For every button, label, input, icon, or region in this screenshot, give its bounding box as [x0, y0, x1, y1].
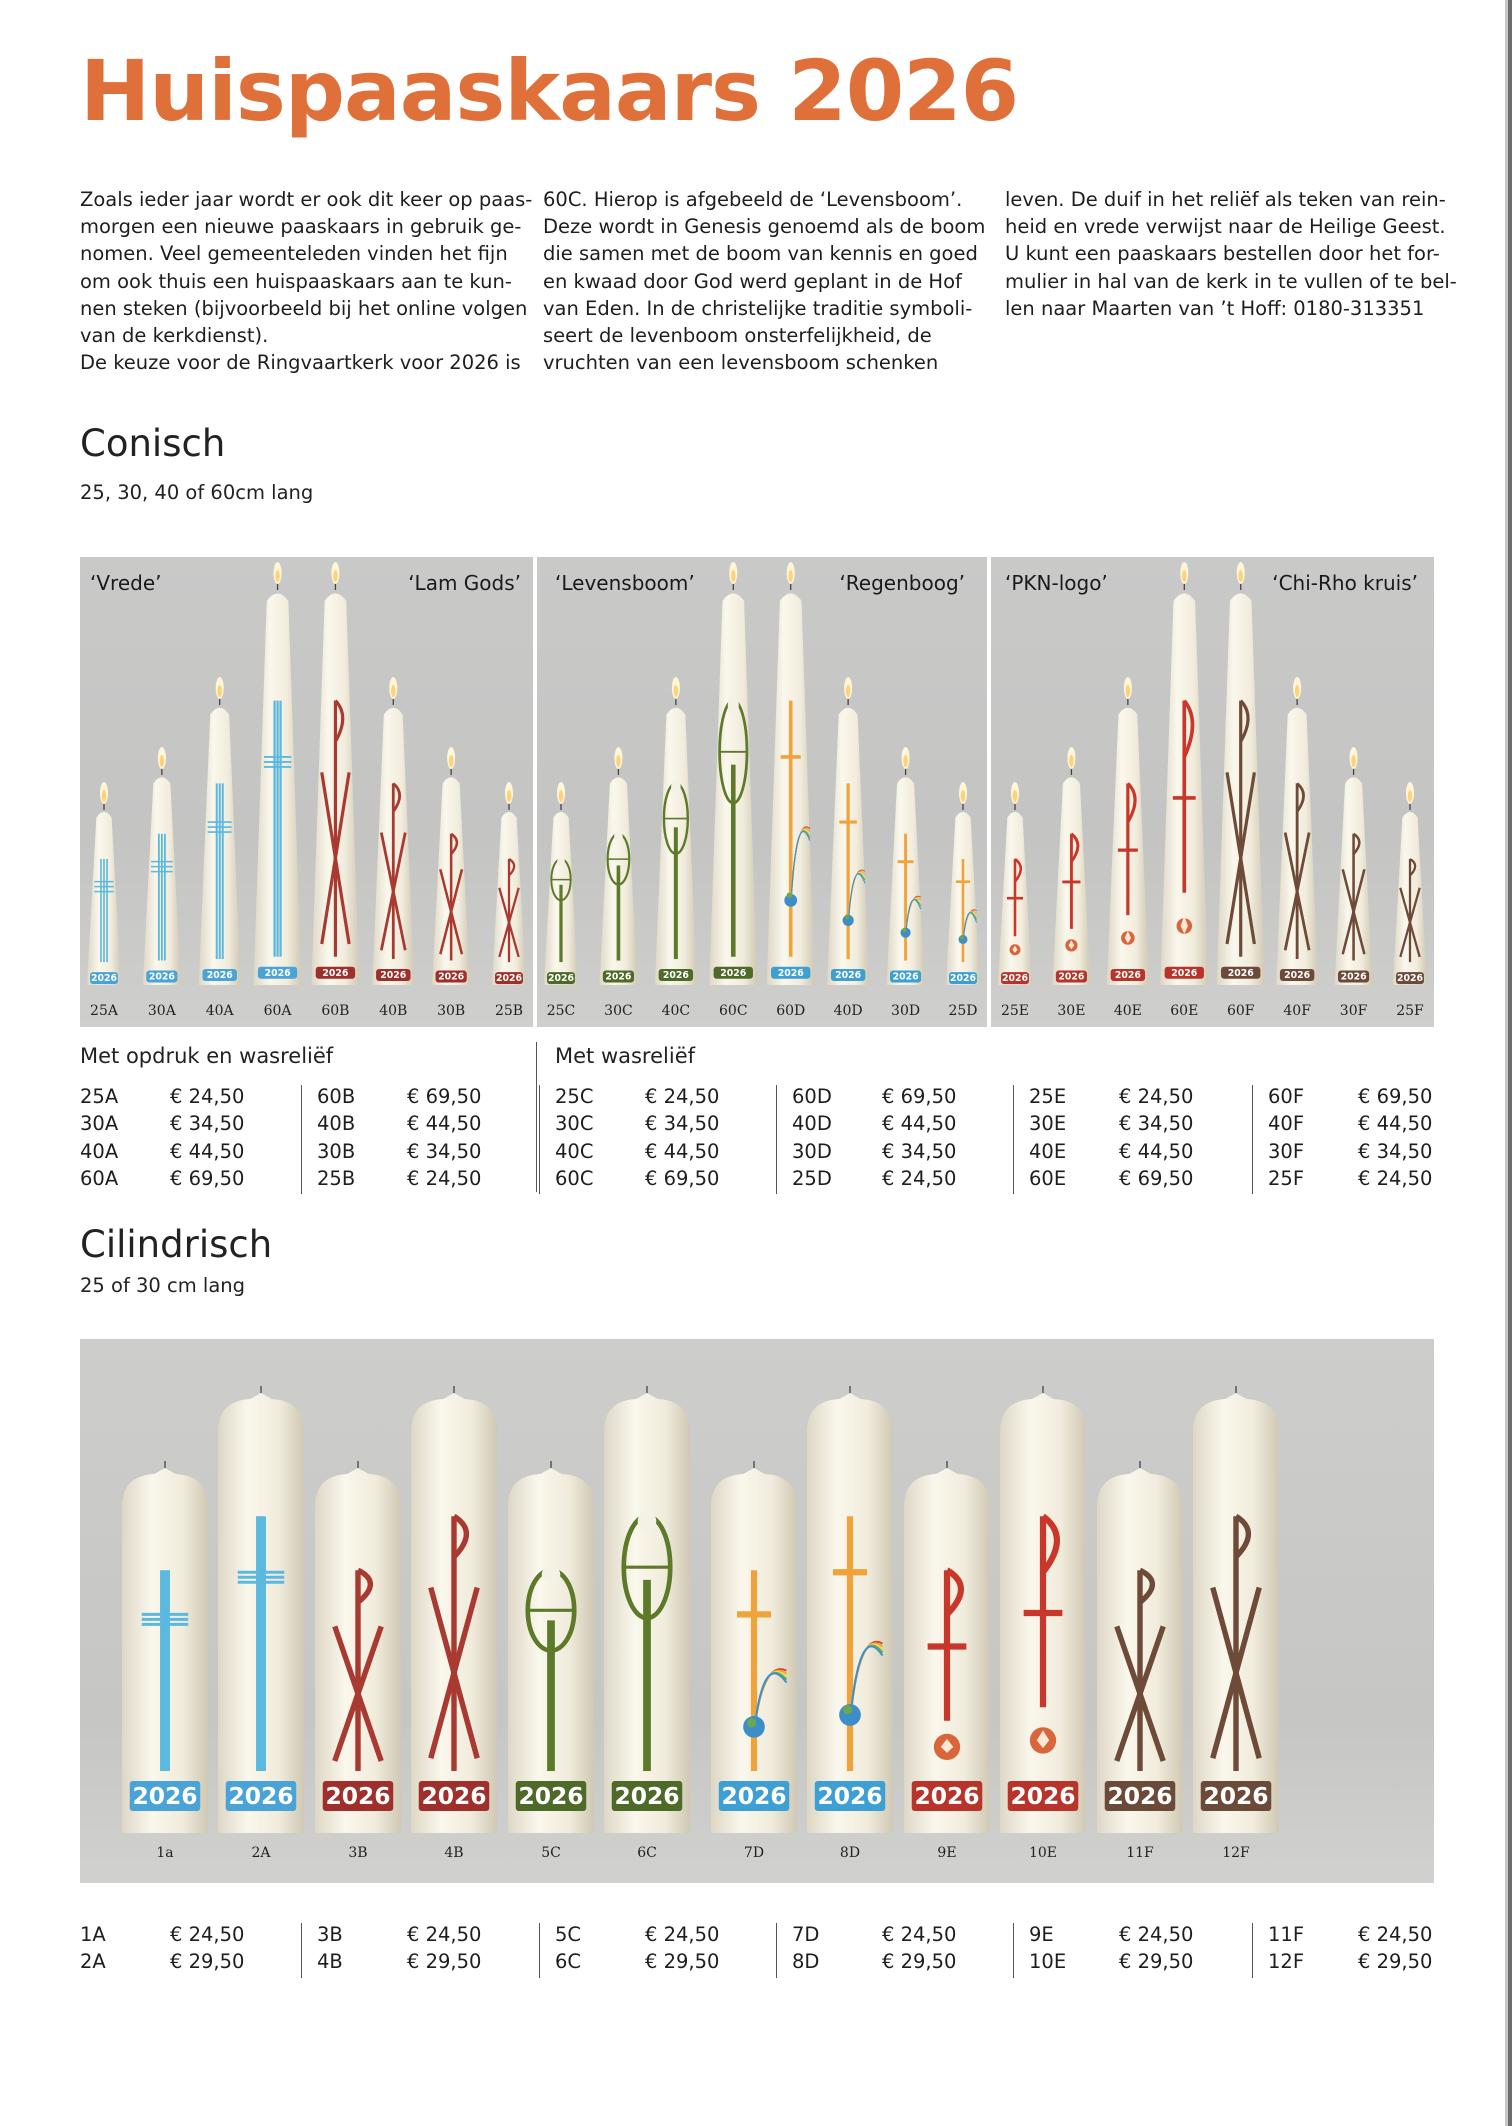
price-row — [317, 1950, 517, 1977]
price-value: € 34,50 — [645, 1112, 720, 1136]
svg-text:2026: 2026 — [835, 970, 862, 982]
column-divider — [301, 1923, 302, 1978]
candle-60D — [767, 562, 815, 985]
candle-2A — [218, 1386, 304, 1833]
price-value: € 69,50 — [645, 1166, 720, 1190]
article-code: 60E — [1029, 1166, 1067, 1190]
price-row — [1029, 1167, 1229, 1194]
price-value: € 44,50 — [645, 1139, 720, 1163]
svg-text:2026: 2026 — [614, 1781, 680, 1810]
candle-label: 25F — [1396, 1003, 1424, 1019]
column-divider — [539, 1085, 540, 1194]
article-code: 40D — [792, 1112, 832, 1136]
price-value: € 44,50 — [407, 1112, 482, 1136]
svg-text:2026: 2026 — [132, 1781, 198, 1810]
article-code: 40B — [317, 1112, 356, 1136]
article-code: 40A — [80, 1139, 119, 1163]
intro-line: mulier in hal van de kerk in te vullen of te bel- — [1005, 269, 1457, 293]
price-row — [1268, 1923, 1468, 1950]
candle-label: 40B — [379, 1003, 408, 1019]
article-code: 2A — [80, 1950, 106, 1974]
price-row — [555, 1085, 755, 1112]
price-row — [555, 1167, 755, 1194]
cilindrisch-subtitle: 25 of 30 cm lang — [80, 1274, 246, 1297]
price-row — [1029, 1112, 1229, 1139]
article-code: 6C — [555, 1950, 582, 1974]
article-code: 30D — [792, 1139, 832, 1163]
candle-25C — [544, 782, 578, 985]
price-value: € 44,50 — [882, 1112, 957, 1136]
candle-label: 40C — [661, 1003, 691, 1019]
article-code: 12F — [1268, 1950, 1305, 1974]
svg-text:2026: 2026 — [148, 971, 175, 983]
column-divider — [1013, 1923, 1014, 1978]
candle-40C — [655, 677, 697, 985]
candle-label: 7D — [743, 1845, 765, 1861]
article-code: 25B — [317, 1166, 356, 1190]
svg-text:2026: 2026 — [1396, 973, 1424, 985]
price-row — [1029, 1085, 1229, 1112]
candle-60A — [254, 562, 302, 985]
price-value: € 69,50 — [170, 1166, 245, 1190]
article-code: 30E — [1029, 1112, 1067, 1136]
candle-40D — [827, 677, 869, 985]
price-row — [1268, 1112, 1468, 1139]
article-code: 60B — [317, 1085, 356, 1108]
price-row — [792, 1140, 992, 1167]
price-row — [317, 1112, 517, 1139]
svg-text:2026: 2026 — [1058, 971, 1085, 983]
svg-text:2026: 2026 — [1203, 1781, 1269, 1810]
candle-30C — [599, 747, 637, 985]
intro-line: vruchten van een levensboom schenken — [543, 351, 939, 375]
svg-text:2026: 2026 — [421, 1781, 487, 1810]
candle-4B — [411, 1386, 497, 1833]
candle-label: 6C — [637, 1845, 657, 1861]
candle-label: 1a — [156, 1845, 174, 1861]
candle-label: 30F — [1339, 1003, 1368, 1019]
svg-text:2026: 2026 — [1340, 971, 1367, 983]
article-code: 3B — [317, 1923, 343, 1946]
price-value: € 44,50 — [170, 1139, 245, 1163]
article-code: 11F — [1268, 1923, 1305, 1946]
price-column — [1268, 1923, 1468, 1978]
article-code: 30B — [317, 1139, 356, 1163]
price-value: € 34,50 — [1358, 1139, 1433, 1163]
intro-line: heid en vrede verwijst naar de Heilige Geest. — [1005, 215, 1446, 239]
article-code: 1A — [80, 1923, 106, 1946]
article-code: 30C — [555, 1112, 594, 1136]
article-code: 25F — [1268, 1166, 1305, 1190]
candle-label: 60A — [263, 1003, 292, 1019]
group-label-opdruk: Met opdruk en wasreliëf — [80, 1044, 334, 1068]
candle-12F — [1193, 1386, 1279, 1833]
price-column — [555, 1085, 755, 1194]
price-column — [317, 1923, 517, 1978]
price-row — [1268, 1085, 1468, 1112]
article-code: 5C — [555, 1923, 582, 1946]
candle-label: 60C — [719, 1003, 748, 1019]
price-row — [792, 1085, 992, 1112]
svg-text:2026: 2026 — [518, 1781, 584, 1810]
intro-line: om ook thuis een huispaaskaars aan te kun- — [80, 269, 512, 293]
svg-text:2026: 2026 — [325, 1781, 391, 1810]
candle-label: 10E — [1028, 1845, 1058, 1861]
intro-column-2 — [543, 186, 985, 376]
intro-line: nomen. Veel gemeenteleden vinden het fijn — [80, 242, 508, 266]
price-row — [80, 1085, 280, 1112]
price-value: € 69,50 — [882, 1085, 957, 1108]
svg-text:2026: 2026 — [720, 967, 747, 979]
svg-text:2026: 2026 — [264, 967, 291, 979]
candle-label: 11F — [1126, 1845, 1154, 1861]
price-value: € 24,50 — [882, 1923, 957, 1946]
candle-label: 2A — [251, 1845, 271, 1861]
svg-text:2026: 2026 — [1227, 967, 1254, 979]
price-value: € 24,50 — [1358, 1923, 1433, 1946]
candle-60C — [709, 562, 757, 985]
price-row — [555, 1950, 755, 1977]
candle-40E — [1107, 677, 1149, 985]
photo-label-lam-gods: ‘Lam Gods’ — [408, 571, 521, 595]
candle-label: 25B — [494, 1003, 524, 1019]
intro-line: De keuze voor de Ringvaartkerk voor 2026 is — [80, 351, 521, 375]
candle-60F — [1217, 562, 1265, 985]
price-value: € 24,50 — [882, 1166, 957, 1190]
svg-text:2026: 2026 — [1010, 1781, 1076, 1810]
svg-text:2026: 2026 — [605, 971, 632, 983]
svg-text:2026: 2026 — [949, 973, 977, 985]
candle-30A — [143, 747, 181, 985]
candle-label: 60E — [1170, 1003, 1199, 1019]
group-label-wasrelief: Met wasreliëf — [555, 1044, 696, 1068]
intro-line: len naar Maarten van ’t Hoff: 0180-313351 — [1005, 296, 1425, 320]
conisch-price-table — [80, 1085, 1440, 1197]
candle-label: 25D — [948, 1003, 978, 1019]
candle-label: 9E — [937, 1845, 957, 1861]
candle-25A — [87, 782, 121, 985]
candle-5C — [508, 1461, 594, 1833]
candle-label: 12F — [1222, 1845, 1250, 1861]
article-code: 60A — [80, 1166, 119, 1190]
svg-text:2026: 2026 — [817, 1781, 883, 1810]
price-value: € 24,50 — [170, 1085, 245, 1108]
column-divider — [776, 1085, 777, 1194]
candle-25F — [1393, 782, 1427, 985]
intro-column-3 — [1005, 186, 1457, 322]
svg-text:2026: 2026 — [1114, 970, 1141, 982]
svg-text:2026: 2026 — [892, 971, 919, 983]
candle-label: 30E — [1057, 1003, 1086, 1019]
price-column — [317, 1085, 517, 1194]
price-value: € 24,50 — [1119, 1923, 1194, 1946]
price-value: € 34,50 — [1119, 1112, 1194, 1136]
price-row — [80, 1923, 280, 1950]
candle-label: 40D — [833, 1003, 863, 1019]
price-value: € 29,50 — [882, 1950, 957, 1974]
price-value: € 34,50 — [882, 1139, 957, 1163]
price-value: € 29,50 — [170, 1950, 245, 1974]
candle-label: 60D — [776, 1003, 806, 1019]
candle-label: 3B — [348, 1845, 368, 1861]
price-value: € 44,50 — [1358, 1112, 1433, 1136]
candle-label: 40E — [1113, 1003, 1142, 1019]
svg-text:2026: 2026 — [1171, 967, 1198, 979]
column-divider — [1252, 1085, 1253, 1194]
column-divider — [1013, 1085, 1014, 1194]
candle-label: 40F — [1283, 1003, 1311, 1019]
intro-line: Deze wordt in Genesis genoemd als de boom — [543, 215, 986, 239]
price-row — [1268, 1167, 1468, 1194]
intro-line: en kwaad door God werd geplant in de Hof — [543, 269, 962, 293]
column-divider — [539, 1923, 540, 1978]
price-value: € 24,50 — [407, 1923, 482, 1946]
article-code: 30F — [1268, 1139, 1305, 1163]
price-row — [80, 1140, 280, 1167]
candle-3B — [315, 1461, 401, 1833]
intro-column-1 — [80, 186, 532, 376]
photo-label-pkn-logo: ‘PKN-logo’ — [1005, 571, 1108, 595]
intro-line: Zoals ieder jaar wordt er ook dit keer op paas- — [80, 188, 533, 211]
candle-label: 30B — [437, 1003, 466, 1019]
price-value: € 44,50 — [1119, 1139, 1194, 1163]
candle-label: 5C — [541, 1845, 561, 1861]
intro-line: die samen met de boom van kennis en goed — [543, 242, 978, 266]
photo-cilindrisch — [80, 1339, 1434, 1883]
article-code: 25A — [80, 1085, 119, 1108]
price-value: € 24,50 — [645, 1085, 720, 1108]
candle-10E — [1000, 1386, 1086, 1833]
photo-conisch-e-f — [991, 557, 1434, 1027]
candle-25B — [492, 782, 526, 985]
price-row — [555, 1112, 755, 1139]
candle-25D — [946, 782, 980, 985]
svg-text:2026: 2026 — [914, 1781, 980, 1810]
price-column — [80, 1085, 280, 1194]
candle-label: 25E — [1000, 1003, 1030, 1019]
intro-line: U kunt een paaskaars bestellen door het for- — [1005, 242, 1440, 266]
article-code: 25D — [792, 1166, 832, 1190]
article-code: 60F — [1268, 1085, 1305, 1108]
price-value: € 24,50 — [407, 1166, 482, 1190]
price-row — [1268, 1140, 1468, 1167]
photo-label-levensboom: ‘Levensboom’ — [555, 571, 695, 595]
candle-11F — [1097, 1461, 1183, 1833]
conisch-heading: Conisch — [80, 422, 226, 465]
article-code: 25E — [1029, 1085, 1067, 1108]
intro-line: van de kerkdienst). — [80, 324, 269, 348]
intro-line: seert de levenboom onsterfelijkheid, de — [543, 324, 932, 348]
column-divider — [1252, 1923, 1253, 1978]
photo-label-regenboog: ‘Regenboog’ — [839, 571, 965, 595]
photo-conisch-a-b — [80, 557, 533, 1027]
candle-label: 4B — [444, 1845, 464, 1861]
candle-label: 25A — [90, 1003, 118, 1019]
price-value: € 69,50 — [407, 1085, 482, 1108]
candle-30D — [887, 747, 925, 985]
price-column — [80, 1923, 280, 1978]
article-code: 9E — [1029, 1923, 1054, 1946]
photo-label-chi-rho: ‘Chi-Rho kruis’ — [1272, 571, 1418, 595]
intro-line: van Eden. In de christelijke traditie symboli- — [543, 296, 973, 320]
candle-label: 30A — [147, 1003, 176, 1019]
intro-line: 60C. Hierop is afgebeeld de ‘Levensboom’. — [543, 188, 963, 211]
svg-text:2026: 2026 — [495, 973, 523, 985]
svg-text:2026: 2026 — [721, 1781, 787, 1810]
price-row — [317, 1167, 517, 1194]
svg-text:2026: 2026 — [1107, 1781, 1173, 1810]
price-row — [555, 1140, 755, 1167]
candle-9E — [904, 1461, 990, 1833]
price-value: € 24,50 — [1358, 1166, 1433, 1190]
price-row — [80, 1112, 280, 1139]
photo-conisch-c-d — [537, 557, 987, 1027]
svg-text:2026: 2026 — [1001, 973, 1029, 985]
svg-text:2026: 2026 — [228, 1781, 294, 1810]
price-row — [317, 1140, 517, 1167]
article-code: 60D — [792, 1085, 832, 1108]
candle-label: 40A — [205, 1003, 234, 1019]
candle-label: 25C — [546, 1003, 576, 1019]
article-code: 7D — [792, 1923, 820, 1946]
candle-60B — [311, 562, 359, 985]
price-column — [1029, 1923, 1229, 1978]
svg-text:2026: 2026 — [662, 970, 689, 982]
svg-text:2026: 2026 — [380, 970, 407, 982]
price-value: € 24,50 — [645, 1923, 720, 1946]
price-column — [1268, 1085, 1468, 1194]
price-value: € 24,50 — [1119, 1085, 1194, 1108]
svg-text:2026: 2026 — [90, 973, 118, 985]
svg-text:2026: 2026 — [322, 967, 349, 979]
candle-label: 60B — [321, 1003, 350, 1019]
conisch-subtitle: 25, 30, 40 of 60cm lang — [80, 481, 314, 504]
price-row — [317, 1923, 517, 1950]
price-value: € 29,50 — [1119, 1950, 1194, 1974]
page-edge — [1508, 0, 1512, 2126]
article-code: 8D — [792, 1950, 820, 1974]
price-row — [792, 1167, 992, 1194]
candle-1a — [122, 1461, 208, 1833]
intro-line: leven. De duif in het reliëf als teken van rein- — [1005, 188, 1446, 211]
article-code: 10E — [1029, 1950, 1067, 1974]
price-value: € 34,50 — [170, 1112, 245, 1136]
price-value: € 29,50 — [645, 1950, 720, 1974]
svg-text:2026: 2026 — [206, 970, 233, 982]
svg-text:2026: 2026 — [438, 971, 465, 983]
candle-30F — [1335, 747, 1373, 985]
column-divider — [776, 1923, 777, 1978]
price-row — [792, 1112, 992, 1139]
price-value: € 24,50 — [170, 1923, 245, 1946]
svg-text:2026: 2026 — [1284, 970, 1311, 982]
column-divider — [301, 1085, 302, 1194]
candle-label: 60F — [1226, 1003, 1255, 1019]
price-row — [1029, 1140, 1229, 1167]
candle-40A — [199, 677, 241, 985]
price-row — [80, 1950, 280, 1977]
price-column — [1029, 1085, 1229, 1194]
price-row — [317, 1085, 517, 1112]
price-column — [792, 1085, 992, 1194]
price-row — [792, 1950, 992, 1977]
article-code: 40C — [555, 1139, 594, 1163]
photo-label-vrede: ‘Vrede’ — [90, 571, 162, 595]
article-code: 25C — [555, 1085, 594, 1108]
article-code: 40E — [1029, 1139, 1067, 1163]
price-row — [80, 1167, 280, 1194]
candle-label: 30D — [891, 1003, 921, 1019]
svg-text:2026: 2026 — [547, 973, 575, 985]
price-row — [1029, 1923, 1229, 1950]
price-row — [555, 1923, 755, 1950]
candle-60E — [1160, 562, 1208, 985]
candle-40F — [1276, 677, 1318, 985]
price-value: € 29,50 — [407, 1950, 482, 1974]
article-code: 30A — [80, 1112, 119, 1136]
article-code: 60C — [555, 1166, 594, 1190]
price-value: € 29,50 — [1358, 1950, 1433, 1974]
candle-30B — [432, 747, 470, 985]
candle-30E — [1052, 747, 1090, 985]
intro-line: nen steken (bijvoorbeeld bij het online volgen — [80, 296, 528, 320]
price-row — [1029, 1950, 1229, 1977]
price-column — [792, 1923, 992, 1978]
price-row — [792, 1923, 992, 1950]
candle-7D — [711, 1461, 797, 1833]
candle-40B — [372, 677, 414, 985]
price-value: € 69,50 — [1119, 1166, 1194, 1190]
cilindrisch-heading: Cilindrisch — [80, 1223, 273, 1266]
price-value: € 34,50 — [407, 1139, 482, 1163]
cilindrisch-price-table — [80, 1923, 1440, 1983]
candle-8D — [807, 1386, 893, 1833]
article-code: 4B — [317, 1950, 343, 1974]
intro-line: morgen een nieuwe paaskaars in gebruik ge- — [80, 215, 522, 239]
price-row — [1268, 1950, 1468, 1977]
candle-6C — [604, 1386, 690, 1833]
article-code: 40F — [1268, 1112, 1305, 1136]
candle-label: 30C — [604, 1003, 633, 1019]
candle-25E — [998, 782, 1032, 985]
page-title: Huispaaskaars 2026 — [80, 42, 1019, 140]
candle-label: 8D — [839, 1845, 861, 1861]
price-column — [555, 1923, 755, 1978]
svg-text:2026: 2026 — [777, 967, 804, 979]
price-value: € 69,50 — [1358, 1085, 1433, 1108]
